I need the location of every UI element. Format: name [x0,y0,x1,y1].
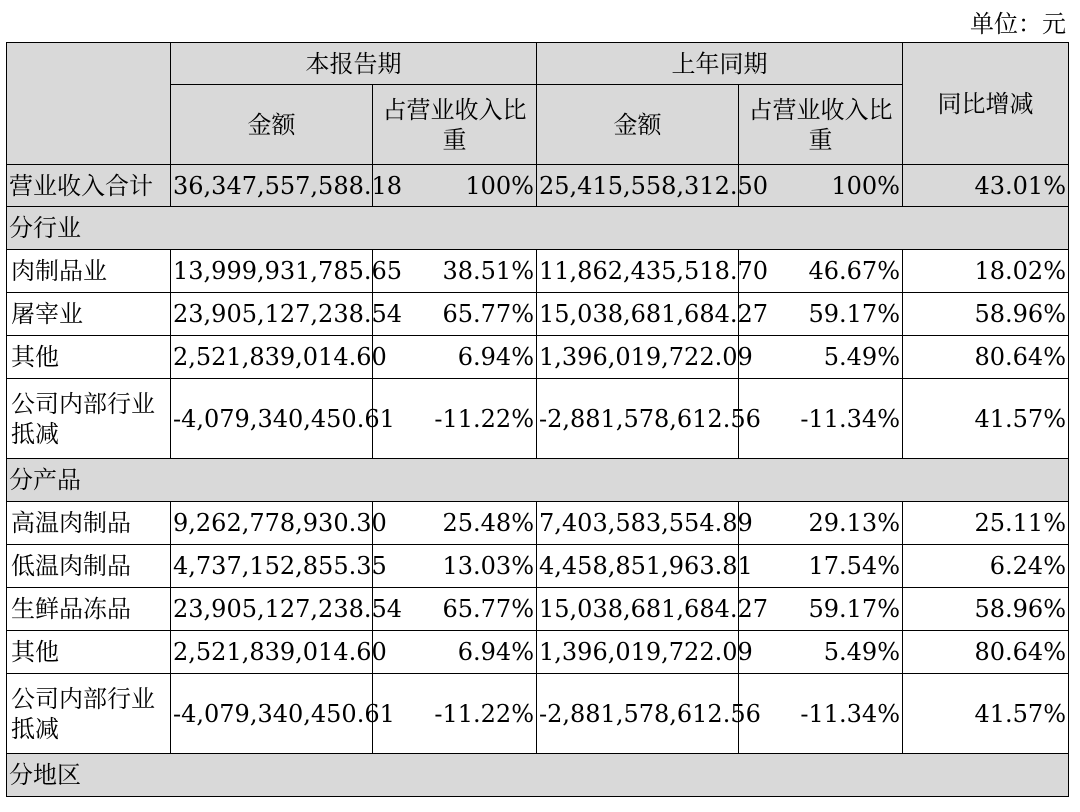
cell-prev-share: -11.34% [739,379,903,459]
cell-yoy: 41.57% [903,379,1069,459]
cell-prev-share: 59.17% [739,293,903,336]
table-row [7,631,1069,674]
cell-cur-amount: 23,905,127,238.54 [171,293,373,336]
cell-cur-share: 65.77% [373,588,537,631]
section-header-row [7,207,1069,250]
total-cur-amount: 36,347,557,588.18 [171,165,373,207]
cell-cur-share: 6.94% [373,336,537,379]
cell-yoy: 58.96% [903,293,1069,336]
prior-period-header: 上年同期 [537,43,903,85]
table-row [7,250,1069,293]
cell-cur-amount: 2,521,839,014.60 [171,631,373,674]
prior-share-header: 占营业收入比重 [739,85,903,165]
cell-prev-amount: 11,862,435,518.70 [537,250,739,293]
total-prev-share: 100% [739,165,903,207]
cell-prev-amount: 1,396,019,722.09 [537,336,739,379]
cell-cur-share: 13.03% [373,545,537,588]
total-row [7,165,1069,207]
cell-cur-amount: -4,079,340,450.61 [171,674,373,754]
row-label: 其他 [7,336,171,379]
section-title: 分行业 [7,207,1069,250]
cell-prev-share: 5.49% [739,336,903,379]
cell-cur-amount: 23,905,127,238.54 [171,588,373,631]
cell-yoy: 41.57% [903,674,1069,754]
cell-cur-share: 6.94% [373,631,537,674]
cell-prev-share: 59.17% [739,588,903,631]
cell-prev-share: 17.54% [739,545,903,588]
section-header-row [7,459,1069,502]
table-row [7,502,1069,545]
cell-cur-amount: 4,737,152,855.35 [171,545,373,588]
header-row-1 [7,43,1069,85]
cell-prev-share: 29.13% [739,502,903,545]
total-yoy: 43.01% [903,165,1069,207]
current-share-header: 占营业收入比重 [373,85,537,165]
cell-yoy: 80.64% [903,336,1069,379]
cell-cur-amount: 13,999,931,785.65 [171,250,373,293]
cell-cur-share: 65.77% [373,293,537,336]
cell-cur-share: -11.22% [373,379,537,459]
section-title: 分地区 [7,754,1069,797]
cell-prev-share: -11.34% [739,674,903,754]
section-header-row [7,754,1069,797]
row-label: 低温肉制品 [7,545,171,588]
cell-prev-amount: 15,038,681,684.27 [537,293,739,336]
cell-yoy: 58.96% [903,588,1069,631]
row-label: 屠宰业 [7,293,171,336]
cell-prev-amount: -2,881,578,612.56 [537,674,739,754]
unit-label: 单位：元 [970,10,1066,38]
cell-yoy: 6.24% [903,545,1069,588]
table-row [7,588,1069,631]
cell-yoy: 18.02% [903,250,1069,293]
current-period-header: 本报告期 [171,43,537,85]
cell-cur-share: 38.51% [373,250,537,293]
current-amount-header: 金额 [171,85,373,165]
cell-cur-share: -11.22% [373,674,537,754]
table-row [7,293,1069,336]
cell-prev-amount: 4,458,851,963.81 [537,545,739,588]
yoy-header: 同比增减 [903,43,1069,165]
total-prev-amount: 25,415,558,312.50 [537,165,739,207]
corner-cell [7,43,171,165]
cell-prev-amount: 15,038,681,684.27 [537,588,739,631]
table-row [7,336,1069,379]
cell-prev-share: 5.49% [739,631,903,674]
prior-amount-header: 金额 [537,85,739,165]
section-title: 分产品 [7,459,1069,502]
total-cur-share: 100% [373,165,537,207]
cell-cur-amount: 2,521,839,014.60 [171,336,373,379]
row-label: 肉制品业 [7,250,171,293]
table-row [7,674,1069,754]
revenue-table-body [7,43,1069,797]
cell-prev-amount: -2,881,578,612.56 [537,379,739,459]
row-label: 生鲜品冻品 [7,588,171,631]
table-row [7,545,1069,588]
row-label: 公司内部行业抵减 [7,674,171,754]
cell-prev-amount: 1,396,019,722.09 [537,631,739,674]
revenue-table [6,42,1069,797]
total-label: 营业收入合计 [7,165,171,207]
cell-yoy: 25.11% [903,502,1069,545]
cell-prev-amount: 7,403,583,554.89 [537,502,739,545]
cell-cur-amount: -4,079,340,450.61 [171,379,373,459]
cell-yoy: 80.64% [903,631,1069,674]
row-label: 高温肉制品 [7,502,171,545]
row-label: 其他 [7,631,171,674]
cell-prev-share: 46.67% [739,250,903,293]
cell-cur-amount: 9,262,778,930.30 [171,502,373,545]
table-row [7,379,1069,459]
row-label: 公司内部行业抵减 [7,379,171,459]
cell-cur-share: 25.48% [373,502,537,545]
